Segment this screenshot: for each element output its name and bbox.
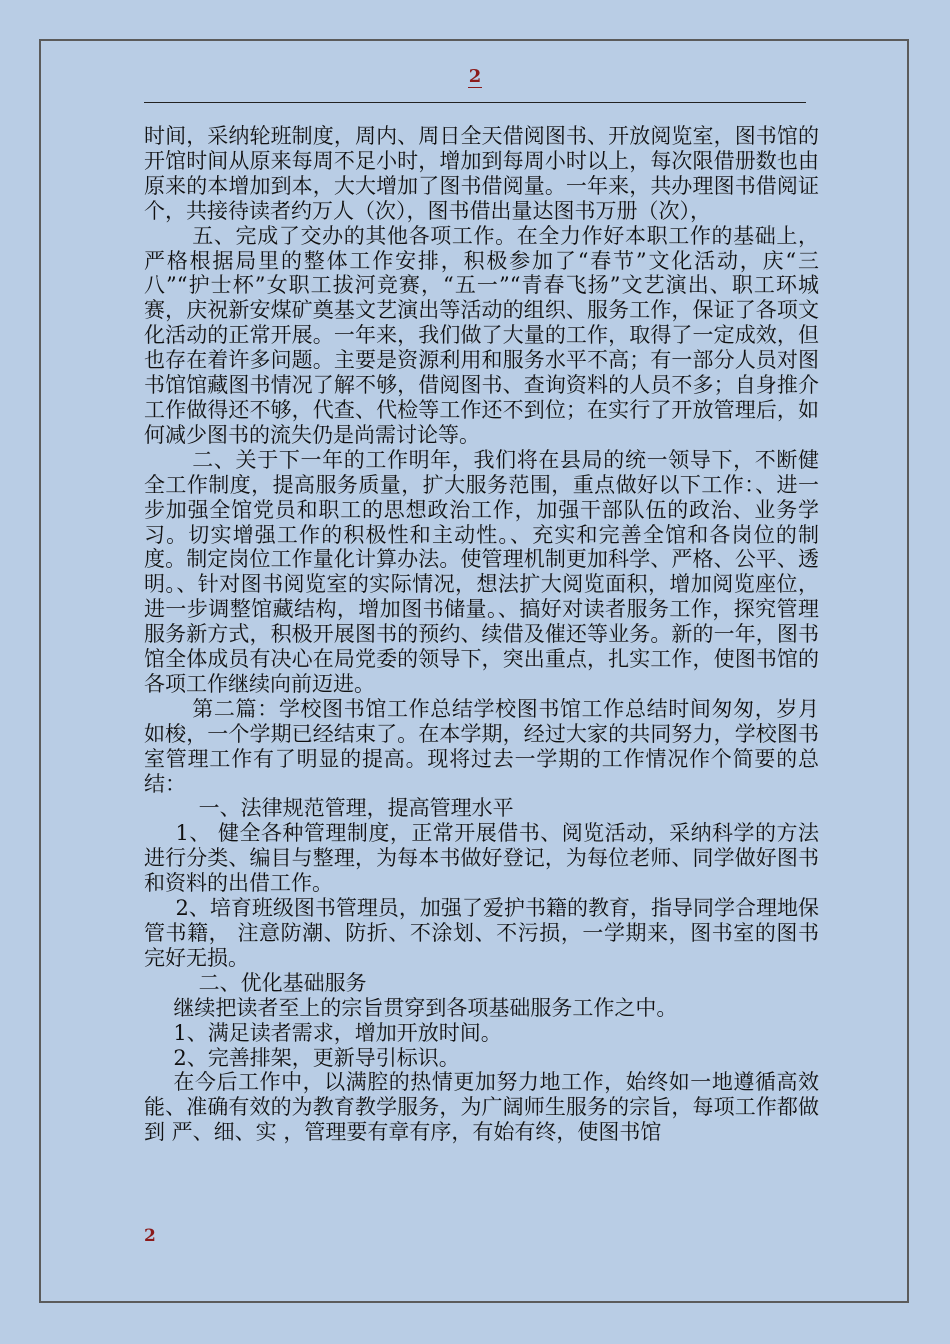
section-heading-1: 一、法律规范管理，提高管理水平 bbox=[198, 796, 514, 821]
list-item-2: 2、完善排架，更新导引标识。 bbox=[173, 1045, 460, 1070]
document-body bbox=[144, 124, 819, 1145]
paragraph-6: 2、培育班级图书管理员，加强了爱护书籍的教育，指导同学合理地保管书籍， 注意防潮、防折、不涂划、不污损，一学期来，图书室的图书完好无损。 bbox=[144, 896, 819, 970]
footer-page-number: 2 bbox=[144, 1226, 156, 1246]
header-page-number-text: 2 bbox=[468, 66, 482, 87]
section-heading-2: 二、优化基础服务 bbox=[198, 970, 367, 995]
paragraph-5: 1、 健全各种管理制度，正常开展借书、阅览活动，采纳科学的方法进行分类、编目与整理，为每本书做好登记，为每位老师、同学做好图书和资料的出借工作。 bbox=[144, 821, 819, 896]
paragraph-1: 时间，采纳轮班制度，周内、周日全天借阅图书、开放阅览室，图书馆的开馆时间从原来每周不足小时，增加到每周小时以上，每次限借册数也由原来的本增加到本，大大增加了图书借阅量。一年来，共办理图书借阅证个，共接待读者约万人（次），图书借出量达图书万册（次）， bbox=[144, 124, 819, 223]
paragraph-2: 五、完成了交办的其他各项工作。在全力作好本职工作的基础上，严格根据局里的整体工作安排，积极参加了“春节”文化活动，庆“三八”“护士杯”女职工拔河竞赛，“五一”“青春飞扬”文艺演出、职工环城赛，庆祝新安煤矿奠基文艺演出等活动的组织、服务工作，保证了各项文化活动的正常开展。一年来，我们做了大量的工作，取得了一定成效，但也存在着许多问题。主要是资源利用和服务水平不高；有一部分人员对图书馆馆藏图书情况了解不够，借阅图书、查询资料的人员不多；自身推介工作做得还不够，代查、代检等工作还不到位；在实行了开放管理后，如何减少图书的流失仍是尚需讨论等。 bbox=[144, 223, 819, 447]
paragraph-7: 继续把读者至上的宗旨贯穿到各项基础服务工作之中。 bbox=[173, 995, 678, 1020]
paragraph-3: 二、关于下一年的工作明年，我们将在县局的统一领导下，不断健全工作制度，提高服务质量，扩大服务范围，重点做好以下工作：、进一步加强全馆党员和职工的思想政治工作，加强干部队伍的政治、业务学习。切实增强工作的积极性和主动性。、充实和完善全馆和各岗位的制度。制定岗位工作量化计算办法。使管理机制更加科学、严格、公平、透明。、针对图书阅览室的实际情况，想法扩大阅览面积，增加阅览座位，进一步调整馆藏结构，增加图书储量。、搞好对读者服务工作，探究管理服务新方式，积极开展图书的预约、续借及催还等业务。新的一年，图书馆全体成员有决心在局党委的领导下，突出重点，扎实工作，使图书馆的各项工作继续向前迈进。 bbox=[144, 447, 819, 696]
paragraph-4: 第二篇：学校图书馆工作总结学校图书馆工作总结时间匆匆，岁月如梭，一个学期已经结束了。在本学期，经过大家的共同努力，学校图书室管理工作有了明显的提高。现将过去一学期的工作情况作个简要的总结： bbox=[144, 696, 819, 796]
header-page-number bbox=[0, 66, 950, 87]
list-item-1: 1、满足读者需求，增加开放时间。 bbox=[173, 1020, 502, 1045]
paragraph-8: 在今后工作中，以满腔的热情更加努力地工作，始终如一地遵循高效能、准确有效的为教育教学服务，为广阔师生服务的宗旨，每项工作都做到 严、细、实 ，管理要有章有序，有始有终，使图书馆 bbox=[144, 1070, 819, 1145]
header-rule bbox=[144, 102, 806, 103]
